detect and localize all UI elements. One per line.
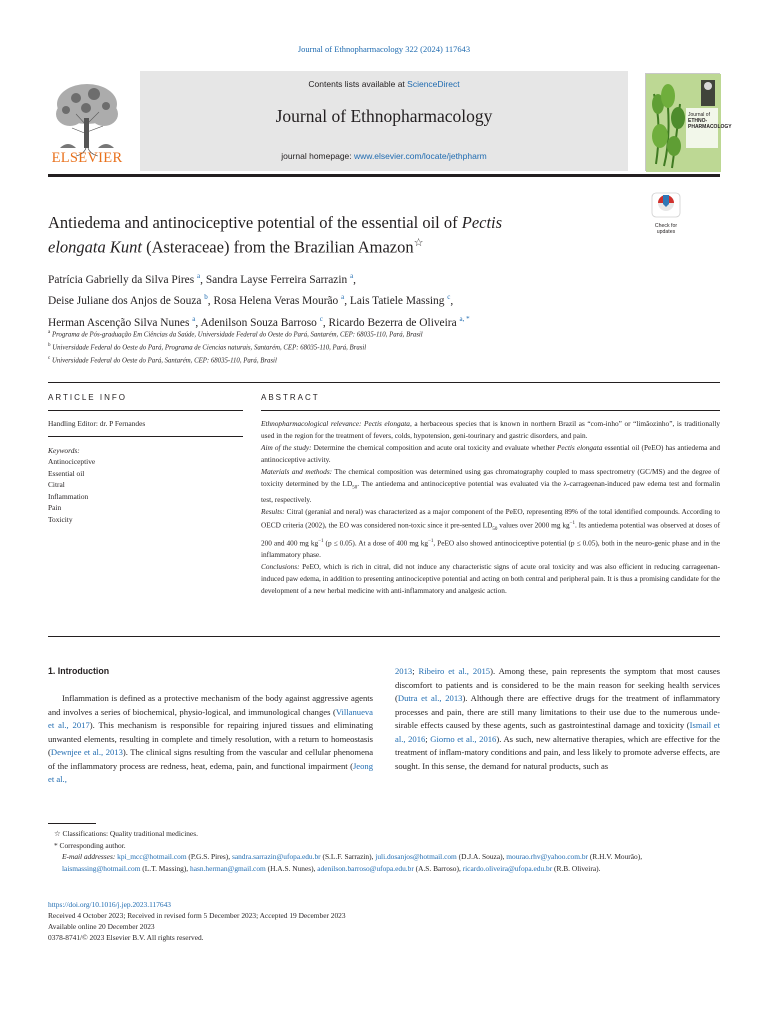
email-owner: (A.S. Barroso),: [413, 863, 463, 873]
sciencedirect-link[interactable]: ScienceDirect: [407, 79, 460, 89]
affiliation-text: Programa de Pós-graduação Em Ciências da Saúde, Universidade Federal do Oeste do Pará, Santarém, CEP: 68035-110, Pará, Brasil: [51, 331, 423, 339]
cover-line-2: ETHNO-: [688, 118, 708, 124]
doi-link[interactable]: https://doi.org/10.1016/j.jep.2023.117643: [48, 900, 171, 909]
footnote-corresponding: * Corresponding author.: [54, 840, 126, 850]
cover-line-3: PHARMACOLOGY: [688, 124, 732, 130]
author-separator: ,: [195, 316, 201, 329]
affiliation-key: b: [48, 342, 51, 348]
article-info-heading: ARTICLE INFO: [48, 393, 127, 402]
keyword[interactable]: Citral: [48, 480, 65, 489]
abstract-relevance-label: Ethnopharmacological relevance: Pectis elongata,: [261, 419, 412, 428]
email-owner: (L.T. Massing),: [140, 863, 190, 873]
author-separator: ,: [200, 273, 206, 286]
article-info-rule: [48, 410, 243, 411]
keyword[interactable]: Toxicity: [48, 514, 73, 524]
crossmark-icon: [645, 192, 687, 218]
author-name[interactable]: Lais Tatiele Massing: [349, 295, 445, 308]
handling-editor: Handling Editor: dr. P Fernandes: [48, 419, 146, 428]
author-separator: ,: [353, 273, 357, 286]
title-part-1: Antiedema and antinociceptive potential of the essential oil of: [48, 213, 462, 232]
email-link[interactable]: ricardo.oliveira@ufopa.edu.br: [462, 863, 553, 873]
abstract-aim-text-1: Determine the chemical composition and acute oral toxicity and evaluate whether: [311, 442, 557, 452]
cover-line-1: Journal of: [688, 112, 710, 118]
author-separator: ,: [322, 316, 329, 329]
contents-prefix: Contents lists available at: [308, 79, 408, 89]
journal-homepage-line: [140, 151, 628, 161]
author-name[interactable]: Adenilson Souza Barroso: [200, 316, 317, 329]
footnotes: [48, 828, 720, 874]
email-link[interactable]: kpi_mcc@hotmail.com: [117, 852, 187, 862]
keyword[interactable]: Inflammation: [48, 491, 89, 501]
crossmark-line-1: Check for: [654, 223, 678, 229]
body-column-left: [48, 692, 373, 787]
intro-text: ). As such, new alternative therapies, which are effective for the treatment of inflam-matory conditions and pain, and less likely to promote adverse effects, are sought. In this sense, the demand for natural products, such as: [395, 733, 720, 771]
homepage-link[interactable]: www.elsevier.com/locate/jethpharm: [354, 151, 487, 161]
available-online: Available online 20 December 2023: [48, 922, 155, 931]
journal-title: Journal of Ethnopharmacology: [275, 106, 493, 126]
affiliation-text: Universidade Federal do Oeste do Pará, Santarém, CEP: 68035-110, Pará, Brasil: [51, 356, 277, 364]
footnote-emails: [48, 851, 720, 874]
abstract-results-text-2: values over 2000 mg kg: [497, 520, 570, 530]
journal-reference[interactable]: Journal of Ethnopharmacology 322 (2024) 117643: [297, 44, 471, 54]
section-rule-top: [48, 382, 720, 383]
title-footnote-star[interactable]: ☆: [413, 237, 424, 249]
footnote-rule: [48, 823, 96, 824]
check-for-updates-button[interactable]: [645, 192, 687, 235]
abstract-results-sup-1: −1: [569, 521, 575, 527]
body-column-right: [395, 665, 720, 773]
intro-text: ). Among these, pain represents the symptom that most causes discomfort to patients and is considered to be the main reason for seeking health services (: [395, 666, 720, 704]
abstract-methods-text-1: The chemical composition was determined using gas chromatography coupled to mass spectrometry (GC/MS) and the degree of toxicity determined by the LD: [261, 466, 720, 488]
title-italic-2: elongata Kunt: [48, 237, 142, 257]
affiliation-item: [48, 328, 688, 341]
abstract-aim-italic: Pectis elongata: [556, 442, 603, 452]
keywords-label: Keywords:: [48, 445, 80, 455]
author-separator: ,: [344, 295, 350, 308]
abstract-results: [261, 506, 720, 561]
article-info: [48, 418, 243, 525]
abstract-body: [261, 418, 720, 597]
section-rule-bottom: [48, 636, 720, 637]
elsevier-wordmark: ELSEVIER: [51, 150, 123, 166]
author-affiliation-mark[interactable]: b: [204, 293, 208, 302]
article-title: [48, 212, 608, 258]
affiliation-item: [48, 354, 688, 367]
abstract-conclusions: [261, 561, 720, 597]
email-link[interactable]: hasn.herman@gmail.com: [190, 863, 266, 873]
author-affiliation-mark[interactable]: c: [447, 293, 451, 302]
abstract-methods-label: Materials and methods:: [261, 466, 333, 476]
contents-available-line: [140, 79, 628, 89]
editor-rule: [48, 436, 243, 437]
affiliations: [48, 328, 688, 366]
email-link[interactable]: sandra.sarrazin@ufopa.edu.br: [231, 852, 321, 862]
email-link[interactable]: adenilson.barroso@ufopa.edu.br: [317, 863, 414, 873]
abstract-results-text-4: (p ≤ 0.05). At a dose of 400 mg kg: [323, 538, 428, 548]
abstract-results-sup-3: −1: [428, 538, 434, 544]
citation-link[interactable]: 2013: [395, 666, 413, 676]
crossmark-line-2: updates: [656, 229, 676, 235]
email-owner: (R.H.V. Mourão),: [588, 852, 643, 862]
author-affiliation-mark[interactable]: a: [350, 272, 354, 280]
abstract-methods: [261, 466, 720, 506]
header-rule: [48, 174, 720, 177]
email-link[interactable]: mourao.rhv@yahoo.com.br: [506, 852, 588, 862]
email-owner: (P.G.S. Pires),: [186, 852, 232, 862]
abstract-results-text-1: Citral (geranial and neral) was characterized as a major component of the PeEO, representing 89% of the total identified compounds. According to OECD criteria (2002), the EO was considered non-toxic since it pre-sented LD: [261, 507, 720, 530]
citation-link[interactable]: Dutra et al., 2013: [397, 693, 463, 704]
author-name[interactable]: Patrícia Gabrielly da Silva Pires: [48, 273, 195, 286]
author-list: [48, 268, 688, 332]
author-name[interactable]: Ricardo Bezerra de Oliveira: [328, 316, 457, 329]
author-name[interactable]: Rosa Helena Veras Mourão: [213, 295, 339, 308]
title-part-2: (Asteraceae) from the Brazilian Amazon: [141, 237, 414, 257]
copyright-notice: 0378-8741/© 2023 Elsevier B.V. All rights reserved.: [48, 933, 204, 942]
abstract-aim-label: Aim of the study:: [261, 442, 312, 452]
keyword[interactable]: Essential oil: [48, 468, 85, 478]
intro-paragraph-right: [395, 665, 720, 773]
abstract-results-sup-2: −1: [318, 538, 324, 544]
footnote-classification: ☆ Classifications: Quality traditional medicines.: [54, 829, 198, 838]
author-affiliation-mark[interactable]: a: [197, 272, 201, 280]
author-affiliation-mark[interactable]: a, *: [459, 314, 470, 323]
abstract-results-text-5: , PeEO also showed antinociceptive potential (p ≤ 0.05), both in the neuro-genic phase and in the inflammatory phase.: [261, 538, 720, 560]
abstract-conclusions-label: Conclusions:: [261, 562, 300, 572]
abstract-results-sub: 50: [492, 526, 498, 532]
abstract-heading: ABSTRACT: [261, 393, 320, 402]
citation-link[interactable]: Ribeiro et al., 2015: [418, 666, 491, 676]
received-dates: Received 4 October 2023; Received in revised form 5 December 2023; Accepted 19 December 2023: [48, 911, 346, 920]
affiliation-text: Universidade Federal do Oeste do Pará, Programa de Ciencias naturais, Santarém, CEP: 68035-110, Pará, Brasil: [52, 344, 367, 352]
keyword[interactable]: Antinociceptive: [48, 457, 96, 466]
citation-link[interactable]: Giorno et al., 2016: [430, 733, 497, 744]
citation-link[interactable]: Jeong et al.,: [48, 760, 373, 785]
abstract-results-text-3: . Its antiedema potential was observed at doses of 200 and 400 mg kg: [261, 520, 720, 548]
email-link[interactable]: juli.dosanjos@hotmail.com: [375, 852, 457, 862]
abstract-results-label: Results:: [261, 507, 285, 517]
citation-link[interactable]: Ismail et al., 2016: [395, 720, 720, 744]
abstract-methods-text-2: . The antiedema and antinociceptive potential was evaluated via the λ-carrageenan-induced paw edema test and formalin test, respectively.: [261, 478, 720, 505]
abstract-relevance-text: a herbaceous species that is known in northern Brazil as “com-inho” or “limãozinho”, is traditionally used in the region for the treatment of fevers, colds, hypotension, geni-tourinary and gastric disorders, and pain.: [261, 419, 720, 440]
abstract-rule: [261, 410, 720, 411]
author-name[interactable]: Deise Juliane dos Anjos de Souza: [48, 295, 202, 308]
intro-text: Inflammation is defined as a protective mechanism of the body against aggressive agents and involves a series of biochemical, physio-logical, and immunological changes (: [48, 693, 373, 717]
keyword[interactable]: Pain: [48, 503, 62, 512]
email-owner: (S.L.F. Sarrazin),: [320, 852, 376, 862]
author-separator: ,: [450, 295, 454, 308]
affiliation-item: [48, 341, 688, 354]
intro-paragraph-left: [48, 692, 373, 787]
author-separator: ,: [207, 295, 214, 308]
intro-text: ). This mechanism is responsible for repairing injured tissues and eliminating unwanted elements, resulting in complete and timely resolution, with a return to homeostasis (: [48, 720, 374, 758]
journal-cover-thumbnail[interactable]: [645, 73, 732, 171]
homepage-prefix: journal homepage:: [281, 151, 354, 161]
intro-text: ;: [425, 733, 431, 744]
author-name[interactable]: Sandra Layse Ferreira Sarrazin: [205, 273, 348, 286]
publication-info: [48, 899, 720, 943]
email-link[interactable]: laismassing@hotmail.com: [62, 863, 141, 873]
author-name[interactable]: Herman Ascenção Silva Nunes: [48, 316, 190, 329]
abstract-aim: [261, 442, 720, 466]
abstract-methods-sub: 50: [352, 485, 358, 491]
intro-text: ). Although there are effective drugs for the treatment of inflammatory processes and pain, there are still many limitations to their use due to the numerous unde-sirable effects caused by these agents, such as gastrointestinal damage and toxicity (: [395, 693, 720, 731]
affiliation-key: a: [48, 330, 51, 335]
introduction-heading: 1. Introduction: [48, 666, 110, 676]
title-italic-1: Pectis: [461, 213, 503, 232]
citation-link[interactable]: Dewnjee et al., 2013: [50, 747, 123, 758]
citation-link[interactable]: Villanueva et al., 2017: [48, 706, 373, 731]
email-owner: (D.J.A. Souza),: [456, 852, 507, 862]
author-affiliation-mark[interactable]: a: [341, 293, 345, 302]
abstract-conclusions-text: PeEO, which is rich in citral, did not induce any characteristic signs of acute oral toxicity and was also efficient in reducing carrageenan-induced paw edema, in addition to presenting antinociceptive potential and acting on both central and peripheral pain. It is thus a promising candidate for the development of a new herbal medicine with anti-inflammatory and analgesic action.: [261, 562, 720, 596]
intro-text: ;: [412, 666, 419, 676]
intro-text: ). The clinical signs resulting from the vascular and cellular phenomena of the inflammatory process are redness, heat, edema, pain, and functional impairment (: [48, 747, 374, 771]
email-owner: (H.A.S. Nunes),: [265, 863, 318, 873]
author-affiliation-mark[interactable]: a: [192, 314, 196, 323]
author-affiliation-mark[interactable]: c: [319, 314, 323, 323]
email-label: E-mail addresses:: [62, 852, 118, 862]
abstract-aim-text-2: essential oil (PeEO) has antiedema and antinociceptive activity.: [261, 442, 720, 464]
affiliation-key: c: [48, 355, 51, 361]
abstract-relevance: [261, 418, 720, 442]
email-owner: (R.B. Oliveira).: [552, 863, 601, 873]
